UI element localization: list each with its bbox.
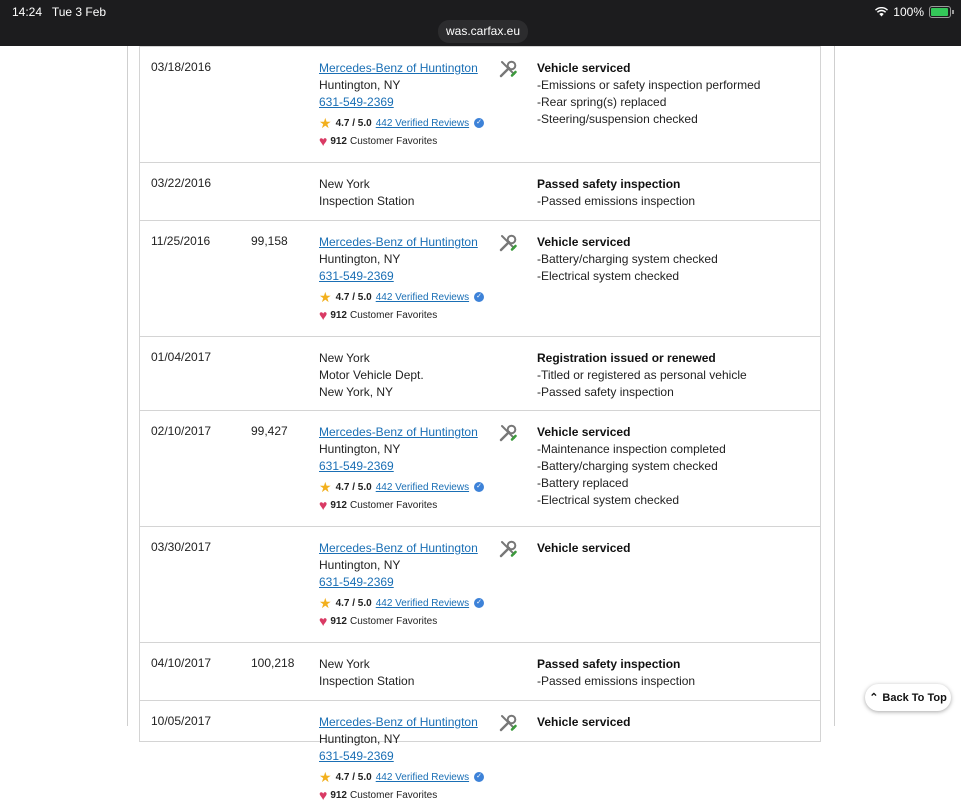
source-line: New York: [319, 351, 370, 365]
chevron-up-icon: ⌃: [869, 692, 879, 704]
record-odometer: 99,158: [251, 234, 288, 248]
wrench-screwdriver-icon: [498, 423, 518, 443]
dealer-rating: [319, 290, 484, 304]
dealer-location: Huntington, NY: [319, 558, 401, 572]
dealer-rating: [319, 116, 484, 130]
customer-favorites: [319, 134, 484, 148]
customer-favorites: [319, 788, 484, 802]
record-row: [139, 163, 821, 221]
status-right: [875, 5, 951, 19]
record-item: -Battery replaced: [537, 476, 629, 490]
source-line: Motor Vehicle Dept.: [319, 368, 424, 382]
verified-check-icon: ✓: [474, 482, 484, 492]
record-odometer: 99,427: [251, 424, 288, 438]
record-odometer: 100,218: [251, 656, 295, 670]
verified-reviews-link[interactable]: 442 Verified Reviews: [375, 597, 470, 609]
dealer-phone-link[interactable]: 631-549-2369: [319, 95, 394, 109]
dealer-name-link[interactable]: Mercedes-Benz of Huntington: [319, 425, 478, 439]
record-detail: [537, 656, 695, 690]
record-source: [319, 540, 484, 628]
customer-favorites: [319, 614, 484, 628]
record-date: 03/18/2016: [151, 60, 212, 74]
rating-value: 4.7 / 5.0: [335, 481, 372, 493]
record-source: [319, 60, 484, 148]
record-date: 01/04/2017: [151, 350, 212, 364]
wifi-icon: [875, 7, 888, 17]
record-date: 04/10/2017: [151, 656, 212, 670]
record-row: [139, 527, 821, 643]
wrench-screwdriver-icon: [498, 713, 518, 733]
customer-favorites: [319, 308, 484, 322]
verified-reviews-link[interactable]: 442 Verified Reviews: [375, 481, 470, 493]
star-icon: ★: [319, 288, 332, 305]
dealer-phone-link[interactable]: 631-549-2369: [319, 459, 394, 473]
dealer-location: Huntington, NY: [319, 442, 401, 456]
record-date: 02/10/2017: [151, 424, 212, 438]
record-item: -Steering/suspension checked: [537, 112, 698, 126]
record-title: Vehicle serviced: [537, 61, 631, 75]
dealer-phone-link[interactable]: 631-549-2369: [319, 575, 394, 589]
favorites-label: Customer Favorites: [350, 309, 438, 321]
rating-value: 4.7 / 5.0: [335, 117, 372, 129]
dealer-location: Huntington, NY: [319, 732, 401, 746]
dealer-name-link[interactable]: Mercedes-Benz of Huntington: [319, 235, 478, 249]
record-source: [319, 176, 414, 210]
wrench-screwdriver-icon: [498, 233, 518, 253]
source-line: Inspection Station: [319, 674, 415, 688]
record-item: -Passed emissions inspection: [537, 194, 696, 208]
rating-value: 4.7 / 5.0: [335, 291, 372, 303]
wrench-screwdriver-icon: [498, 539, 518, 559]
record-detail: [537, 424, 726, 509]
star-icon: ★: [319, 478, 332, 495]
record-title: Registration issued or renewed: [537, 351, 716, 365]
record-item: -Titled or registered as personal vehicle: [537, 368, 747, 382]
verified-check-icon: ✓: [474, 292, 484, 302]
record-title: Vehicle serviced: [537, 235, 631, 249]
dealer-name-link[interactable]: Mercedes-Benz of Huntington: [319, 61, 478, 75]
url-bar[interactable]: was.carfax.eu: [438, 20, 528, 43]
back-to-top-label: Back To Top: [882, 691, 947, 704]
verified-reviews-link[interactable]: 442 Verified Reviews: [375, 771, 470, 783]
record-item: -Electrical system checked: [537, 493, 680, 507]
heart-icon: ♥: [319, 132, 328, 149]
record-detail: [537, 350, 747, 401]
dealer-name-link[interactable]: Mercedes-Benz of Huntington: [319, 715, 478, 729]
record-item: -Electrical system checked: [537, 269, 680, 283]
heart-icon: ♥: [319, 496, 328, 513]
record-date: 03/30/2017: [151, 540, 212, 554]
dealer-rating: [319, 480, 484, 494]
record-row: [139, 337, 821, 411]
dealer-phone-link[interactable]: 631-549-2369: [319, 749, 394, 763]
record-detail: [537, 714, 630, 731]
record-item: -Battery/charging system checked: [537, 459, 718, 473]
record-detail: [537, 540, 630, 557]
record-item: -Passed emissions inspection: [537, 674, 696, 688]
favorites-count: 912: [330, 309, 347, 321]
heart-icon: ♥: [319, 306, 328, 323]
favorites-label: Customer Favorites: [350, 615, 438, 627]
favorites-label: Customer Favorites: [350, 135, 438, 147]
heart-icon: ♥: [319, 612, 328, 629]
customer-favorites: [319, 498, 484, 512]
record-source: [319, 234, 484, 322]
dealer-location: Huntington, NY: [319, 252, 401, 266]
favorites-count: 912: [330, 615, 347, 627]
record-source: [319, 656, 414, 690]
record-source: [319, 350, 424, 401]
star-icon: ★: [319, 114, 332, 131]
source-line: New York: [319, 177, 370, 191]
record-row: [139, 701, 821, 803]
rating-value: 4.7 / 5.0: [335, 597, 372, 609]
record-item: -Emissions or safety inspection performed: [537, 78, 761, 92]
record-item: -Battery/charging system checked: [537, 252, 718, 266]
status-time: 14:24 Tue 3 Feb: [12, 5, 107, 19]
record-row: [139, 46, 821, 163]
rating-value: 4.7 / 5.0: [335, 771, 372, 783]
record-detail: [537, 234, 718, 285]
favorites-count: 912: [330, 135, 347, 147]
dealer-location: Huntington, NY: [319, 78, 401, 92]
history-table: [139, 46, 821, 803]
record-title: Passed safety inspection: [537, 657, 681, 671]
record-title: Vehicle serviced: [537, 425, 631, 439]
record-date: 10/05/2017: [151, 714, 212, 728]
verified-reviews-link[interactable]: 442 Verified Reviews: [375, 291, 470, 303]
record-source: [319, 424, 484, 512]
record-row: [139, 221, 821, 337]
source-line: New York, NY: [319, 385, 394, 399]
favorites-count: 912: [330, 789, 347, 801]
dealer-name-link[interactable]: Mercedes-Benz of Huntington: [319, 541, 478, 555]
dealer-rating: [319, 770, 484, 784]
battery-icon: [929, 6, 951, 18]
record-source: [319, 714, 484, 802]
record-row: [139, 643, 821, 701]
record-item: -Passed safety inspection: [537, 385, 674, 399]
battery-percent: 100%: [893, 5, 924, 19]
record-title: Passed safety inspection: [537, 177, 681, 191]
verified-check-icon: ✓: [474, 772, 484, 782]
record-title: Vehicle serviced: [537, 715, 631, 729]
status-bar: [0, 0, 961, 46]
favorites-label: Customer Favorites: [350, 789, 438, 801]
record-row: [139, 411, 821, 527]
star-icon: ★: [319, 594, 332, 611]
heart-icon: ♥: [319, 786, 328, 803]
record-date: 03/22/2016: [151, 176, 212, 190]
dealer-phone-link[interactable]: 631-549-2369: [319, 269, 394, 283]
verified-check-icon: ✓: [474, 598, 484, 608]
back-to-top-button[interactable]: [865, 684, 951, 711]
favorites-count: 912: [330, 499, 347, 511]
record-item: -Maintenance inspection completed: [537, 442, 726, 456]
battery-level: [931, 8, 948, 16]
verified-check-icon: ✓: [474, 118, 484, 128]
verified-reviews-link[interactable]: 442 Verified Reviews: [375, 117, 470, 129]
record-date: 11/25/2016: [151, 234, 211, 248]
record-detail: [537, 60, 760, 128]
source-line: Inspection Station: [319, 194, 415, 208]
dealer-rating: [319, 596, 484, 610]
star-icon: ★: [319, 768, 332, 785]
record-item: -Rear spring(s) replaced: [537, 95, 667, 109]
source-line: New York: [319, 657, 370, 671]
favorites-label: Customer Favorites: [350, 499, 438, 511]
record-title: Vehicle serviced: [537, 541, 631, 555]
wrench-screwdriver-icon: [498, 59, 518, 79]
record-detail: [537, 176, 695, 210]
